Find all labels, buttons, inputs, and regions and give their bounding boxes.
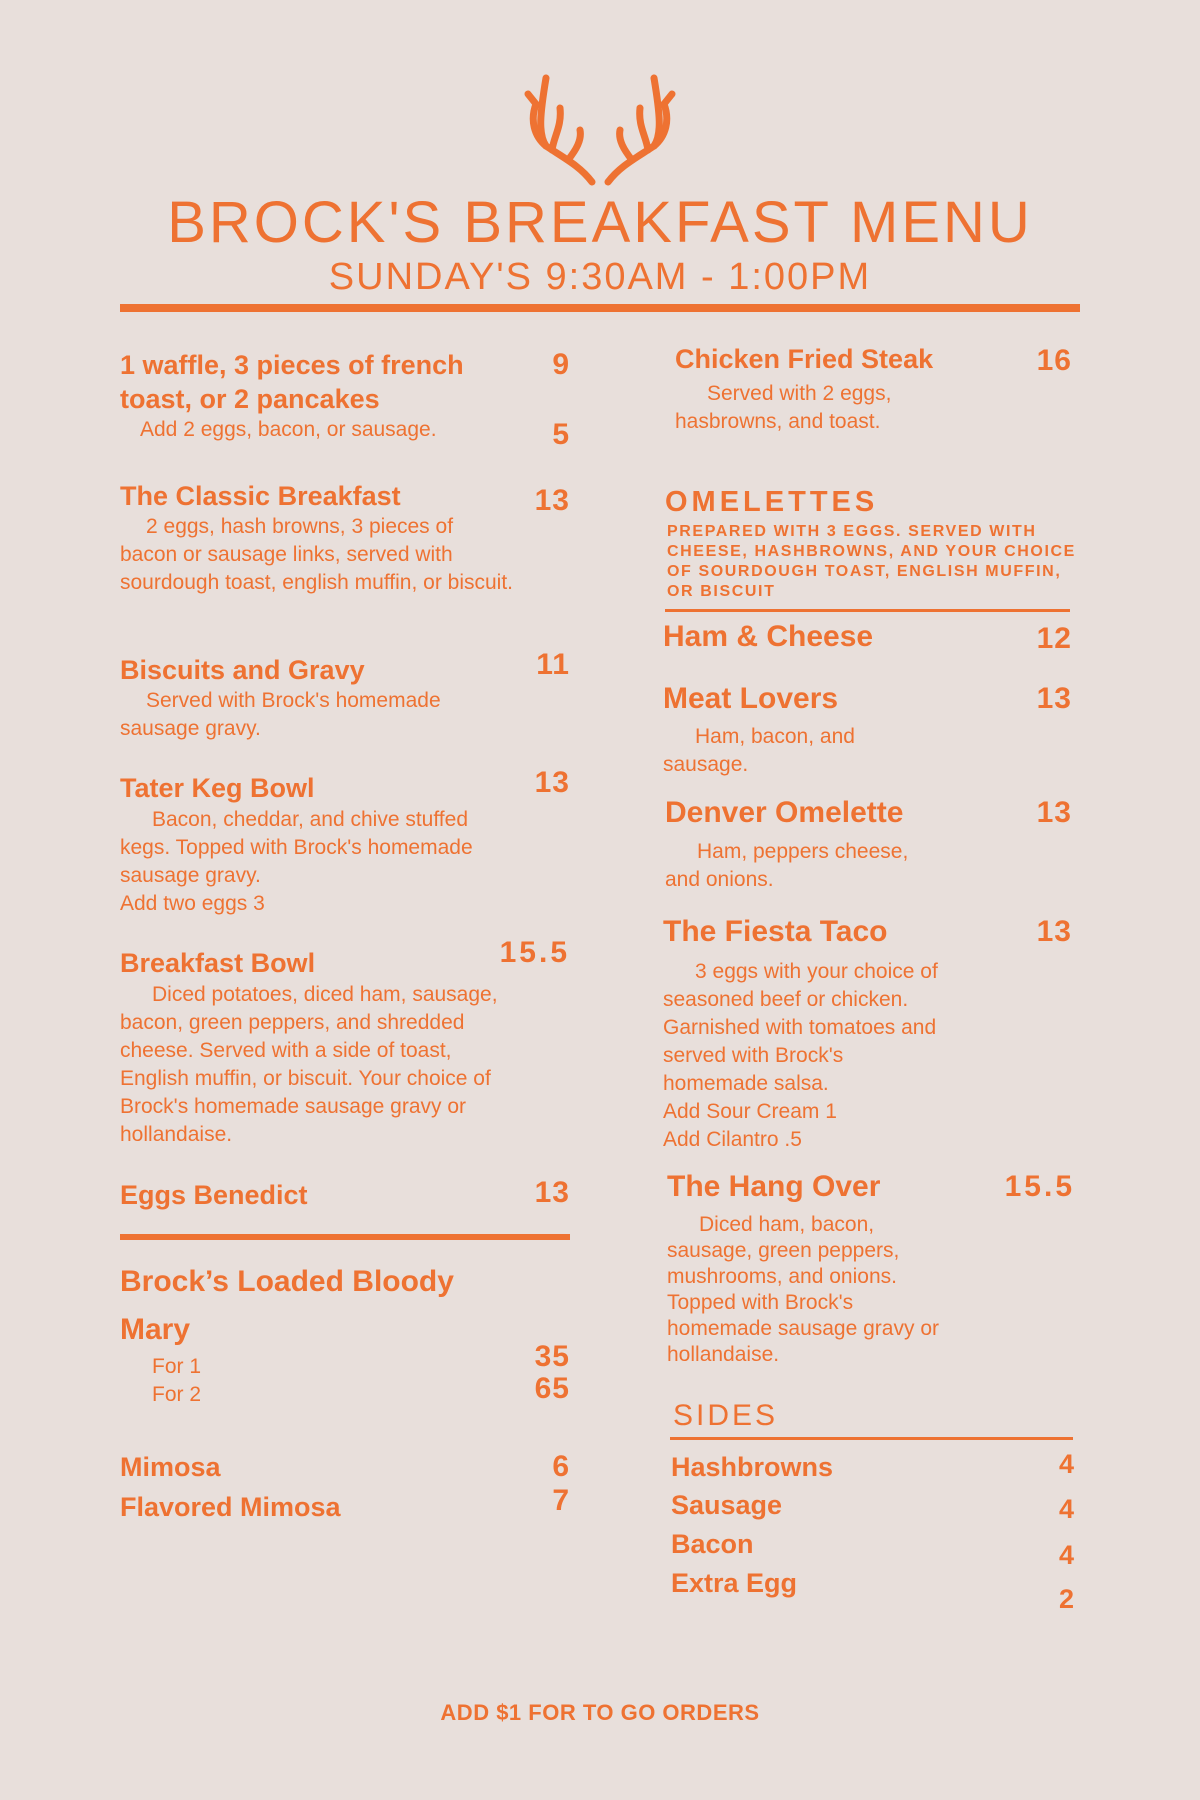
- menu-item-benedict-price: 13: [534, 1176, 570, 1209]
- flavored-mimosa-price: 7: [552, 1484, 570, 1517]
- bloody-mary-for1: For 1: [152, 1355, 202, 1378]
- bloody-mary-price2: 65: [534, 1372, 570, 1405]
- menu-title: BROCK'S BREAKFAST MENU: [167, 190, 1033, 255]
- sides-heading: SIDES: [673, 1399, 779, 1432]
- side-hashbrowns-name: Hashbrowns: [671, 1452, 834, 1482]
- omelettes-divider: [665, 609, 1070, 612]
- menu-item-waffle-desc: Add 2 eggs, bacon, or sausage.: [140, 418, 437, 441]
- side-extra-egg-price: 2: [1058, 1584, 1075, 1614]
- omelette-fiesta-desc: 3 eggs with your choice of seasoned beef or chicken. Garnished with tomatoes and served with Brock's homemade salsa.: [663, 960, 938, 1095]
- side-bacon-name: Bacon: [671, 1529, 754, 1559]
- sides-divider: [670, 1437, 1073, 1440]
- omelette-meat-name: Meat Lovers: [663, 682, 839, 715]
- omelette-denver-desc: Ham, peppers cheese, and onions.: [665, 840, 909, 891]
- menu-item-tater-desc: Bacon, cheddar, and chive stuffed kegs. Topped with Brock's homemade sausage gravy.: [120, 808, 473, 887]
- side-hashbrowns-price: 4: [1058, 1449, 1075, 1479]
- bloody-mary-price1: 35: [534, 1340, 570, 1373]
- omelettes-heading: OMELETTES: [665, 486, 879, 518]
- omelette-fiesta-price: 13: [1036, 915, 1072, 948]
- drinks-divider: [120, 1234, 570, 1240]
- menu-item-tater-name: Tater Keg Bowl: [120, 773, 315, 803]
- menu-item-tater-addon: Add two eggs 3: [120, 892, 265, 915]
- antlers-logo-icon: [522, 74, 678, 186]
- omelette-hangover-price: 15.5: [1004, 1170, 1075, 1203]
- omelette-fiesta-addon-cilantro: Add Cilantro .5: [663, 1128, 802, 1151]
- omelette-meat-price: 13: [1036, 682, 1072, 715]
- bloody-mary-name: Brock’s Loaded Bloody Mary: [120, 1265, 454, 1346]
- menu-item-bowl-price: 15.5: [499, 936, 570, 969]
- omelette-ham-price: 12: [1036, 622, 1072, 655]
- side-extra-egg-name: Extra Egg: [671, 1568, 798, 1598]
- omelette-denver-price: 13: [1036, 796, 1072, 829]
- menu-item-biscuits-desc: Served with Brock's homemade sausage gravy.: [120, 689, 441, 740]
- omelette-meat-desc: Ham, bacon, and sausage.: [663, 725, 855, 776]
- bloody-mary-for2: For 2: [152, 1383, 202, 1406]
- menu-item-steak-desc: Served with 2 eggs, hasbrowns, and toast.: [675, 382, 892, 433]
- mimosa-name: Mimosa: [120, 1452, 221, 1482]
- flavored-mimosa-name: Flavored Mimosa: [120, 1492, 341, 1522]
- mimosa-price: 6: [552, 1450, 570, 1483]
- omelette-fiesta-name: The Fiesta Taco: [663, 915, 888, 948]
- omelettes-subheading: PREPARED WITH 3 EGGS. SERVED WITH CHEESE, HASHBROWNS, AND YOUR CHOICE OF SOURDOUGH TOAST, ENGLISH MUFFIN, OR BISCUIT: [667, 523, 1076, 600]
- omelette-fiesta-addon-sour-cream: Add Sour Cream 1: [663, 1100, 837, 1123]
- menu-item-bowl-desc: Diced potatoes, diced ham, sausage, bacon, green peppers, and shredded cheese. Served with a side of toast, English muffin, or biscuit. Your choice of Brock's homemade sausage gravy or hollandaise.: [120, 983, 498, 1146]
- side-bacon-price: 4: [1058, 1540, 1075, 1570]
- omelette-denver-name: Denver Omelette: [665, 796, 904, 829]
- menu-item-classic-price: 13: [534, 484, 570, 517]
- side-sausage-name: Sausage: [671, 1490, 783, 1520]
- menu-item-biscuits-name: Biscuits and Gravy: [120, 655, 365, 685]
- menu-item-biscuits-price: 11: [536, 648, 570, 681]
- menu-item-classic-name: The Classic Breakfast: [120, 481, 401, 511]
- menu-item-waffle-name: 1 waffle, 3 pieces of french toast, or 2 pancakes: [120, 350, 464, 414]
- header-divider: [120, 304, 1080, 312]
- menu-item-steak-name: Chicken Fried Steak: [675, 344, 934, 374]
- menu-item-bowl-name: Breakfast Bowl: [120, 948, 316, 978]
- menu-item-tater-price: 13: [534, 766, 570, 799]
- menu-item-classic-desc: 2 eggs, hash browns, 3 pieces of bacon or sausage links, served with sourdough toast, english muffin, or biscuit.: [120, 515, 514, 594]
- to-go-notice: ADD $1 FOR TO GO ORDERS: [440, 1700, 760, 1725]
- side-sausage-price: 4: [1058, 1494, 1075, 1524]
- menu-item-waffle-price: 9: [552, 348, 570, 381]
- omelette-hangover-desc: Diced ham, bacon, sausage, green peppers, mushrooms, and onions. Topped with Brock's homemade sausage gravy or hollandaise.: [667, 1213, 939, 1366]
- omelette-hangover-name: The Hang Over: [667, 1170, 881, 1203]
- menu-item-benedict-name: Eggs Benedict: [120, 1180, 308, 1210]
- menu-item-steak-price: 16: [1036, 344, 1072, 377]
- menu-hours: SUNDAY'S 9:30AM - 1:00PM: [328, 256, 872, 298]
- omelette-ham-name: Ham & Cheese: [663, 620, 874, 653]
- menu-item-waffle-addon-price: 5: [552, 418, 570, 451]
